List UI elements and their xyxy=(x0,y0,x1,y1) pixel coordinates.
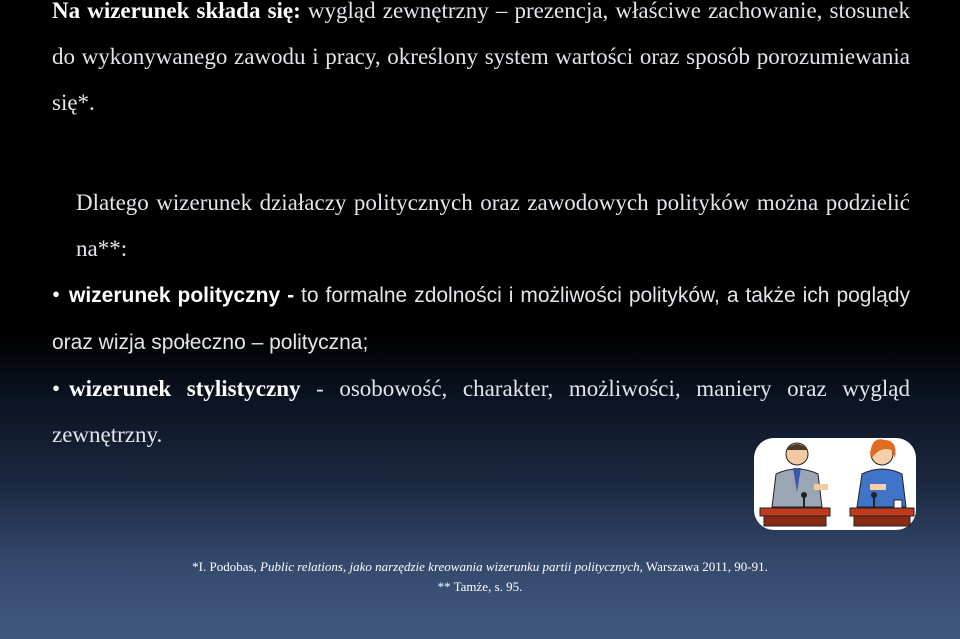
bullet-text: - osobowość, charakter, możliwości, maniery oraz wygląd zewnętrzny. xyxy=(52,376,911,447)
paragraph-lead: Na wizerunek składa się: xyxy=(52,0,301,23)
bullet-term: wizerunek stylistyczny xyxy=(69,376,301,401)
bullet-icon xyxy=(52,272,69,318)
footnote-2: ** Tamże, s. 95. xyxy=(437,579,523,594)
footnote-1-place-year: Warszawa 2011, 90-91. xyxy=(645,559,768,574)
paragraph-image-composition xyxy=(52,0,910,126)
footnote-1-author: *I. Podobas, xyxy=(192,559,257,574)
division-intro: Dlatego wizerunek działaczy politycznych oraz zawodowych polityków można podzielić na**: xyxy=(76,190,910,261)
politicians-debate-clipart-icon xyxy=(752,432,918,532)
footnotes xyxy=(150,557,810,597)
bullet-text: to formalne zdolności i możliwości polityków, a także ich poglądy oraz wizja społeczno – polityczna; xyxy=(52,284,911,354)
footnote-1 xyxy=(150,557,810,577)
bullet-icon xyxy=(52,366,69,412)
bullet-item-political-image xyxy=(52,272,910,366)
footnote-1-title: Public relations, jako narzędzie kreowania wizerunku partii politycznych, xyxy=(260,559,643,574)
paragraph-body: wygląd zewnętrzny – prezencja, właściwe zachowanie, stosunek do wykonywanego zawodu i pracy, określony system wartości oraz sposób porozumiewania się*. xyxy=(52,0,911,115)
bullet-term: wizerunek polityczny - xyxy=(69,284,295,307)
paragraph-division xyxy=(52,180,910,458)
